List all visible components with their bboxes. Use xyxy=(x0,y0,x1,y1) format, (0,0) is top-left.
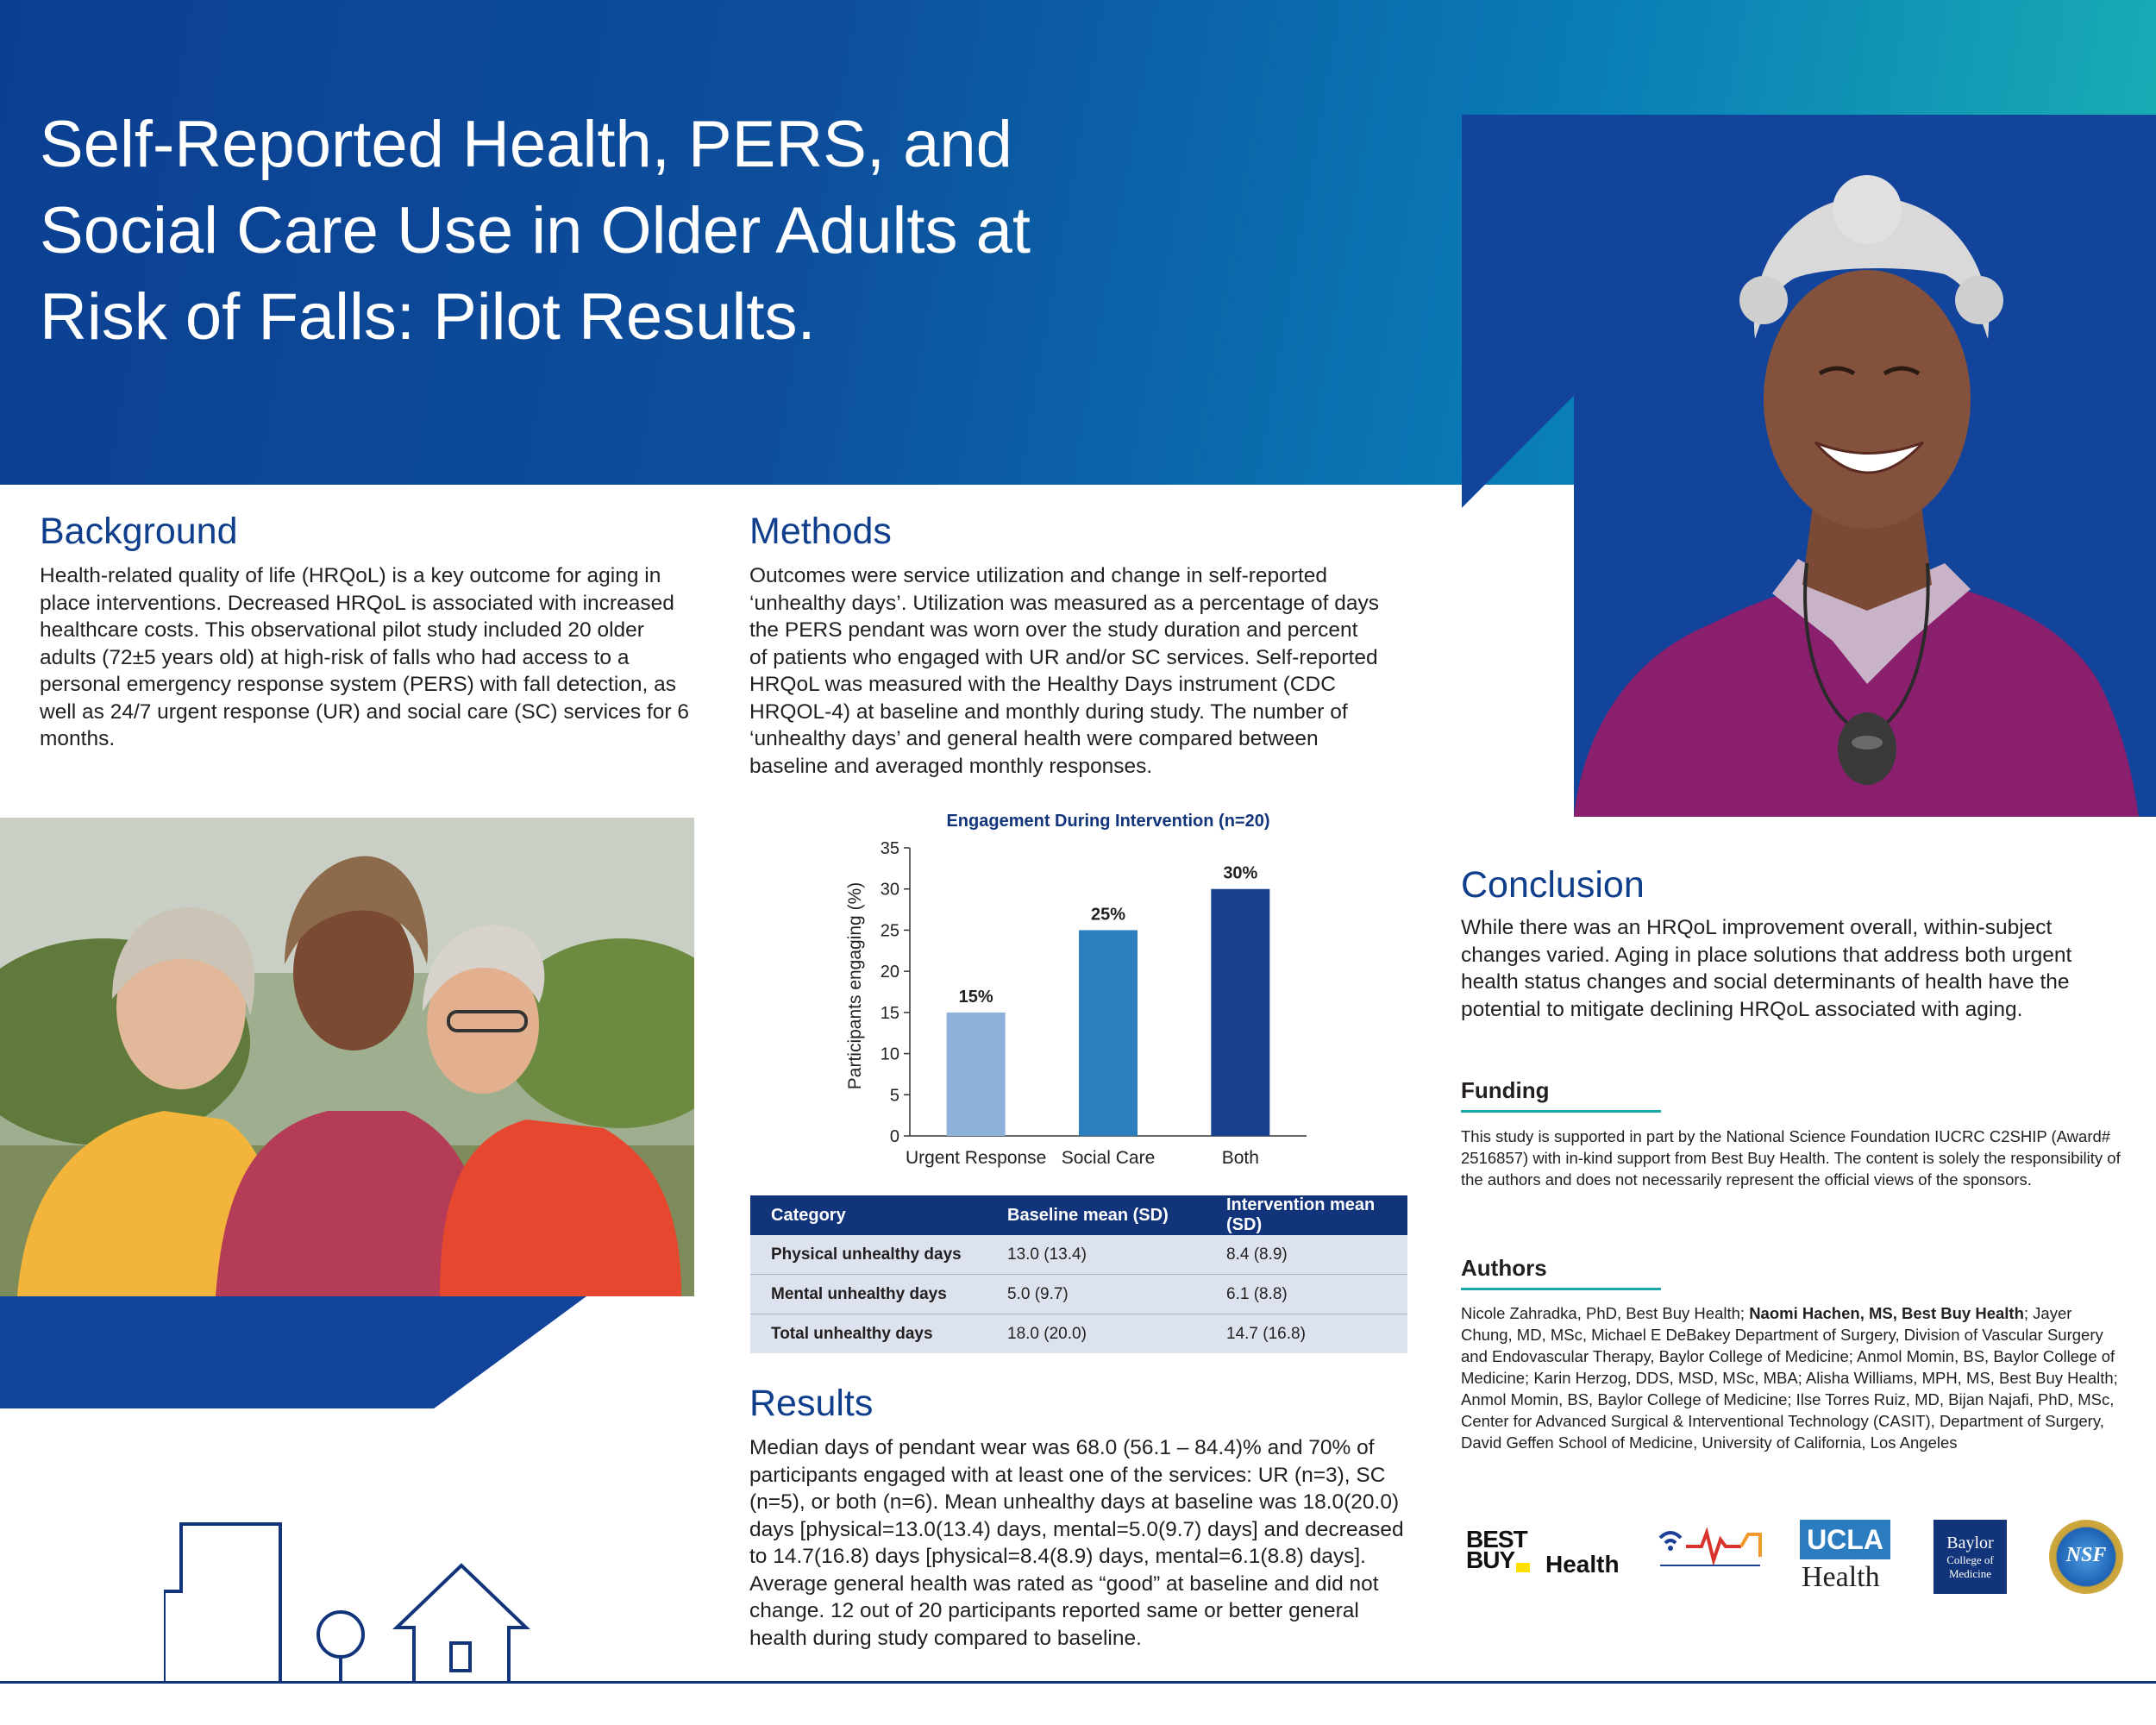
table-header-category: Category xyxy=(750,1195,987,1235)
chart-data-label: 25% xyxy=(1090,905,1126,925)
chart-y-axis-label: Participants engaging (%) xyxy=(845,881,865,1090)
table-header-baseline: Baseline mean (SD) xyxy=(987,1195,1206,1235)
three-women-illustration xyxy=(0,818,694,1296)
methods-text: Outcomes were service utilization and change in self-reported ‘unhealthy days’. Utilization was measured as a percentage of days the PERS pendant was worn over the study duration and percent of patients who engaged with UR and/or SC services. Self-reported HRQoL was measured with the Healthy Days instrument (CDC HRQOL-4) at baseline and monthly during study. The number of ‘unhealthy days’ and general health were compared between baseline and averaged monthly responses. xyxy=(749,564,1379,778)
bestbuy-logo-health: Health xyxy=(1545,1551,1620,1578)
results-heading: Results xyxy=(749,1383,874,1424)
poster-title: Self-Reported Health, PERS, and Social Care Use in Older Adults at Risk of Falls: Pilot Results. xyxy=(40,108,1031,354)
bestbuy-logo-line2: BUY xyxy=(1466,1546,1515,1573)
chart-bar xyxy=(947,1013,1006,1136)
chart-x-tick-label: Urgent Response xyxy=(905,1148,1047,1168)
chart-y-tick-label: 10 xyxy=(880,1044,899,1064)
chart-data-label: 30% xyxy=(1223,863,1258,883)
bestbuy-tag-icon xyxy=(1516,1563,1530,1572)
conclusion-text: While there was an HRQoL improvement overall, within-subject changes varied. Aging in place solutions that address both urgent health status changes and social determinants of health have the potential to mitigate declining HRQoL associated with aging. xyxy=(1461,916,2072,1021)
table-cell: 13.0 (13.4) xyxy=(987,1235,1206,1275)
older-woman-illustration xyxy=(1462,115,2156,817)
nsf-logo-text: NSF xyxy=(2065,1544,2107,1566)
table-row xyxy=(750,1275,1407,1314)
left-decor-shape xyxy=(0,1296,586,1408)
authors-text-bold: Naomi Hachen, MS, Best Buy Health xyxy=(1749,1304,2024,1322)
chart-x-tick-label: Social Care xyxy=(1061,1148,1156,1168)
baylor-college-logo xyxy=(1934,1520,2007,1594)
baylor-logo-line2: College of xyxy=(1946,1553,1994,1566)
table-cell: Mental unhealthy days xyxy=(750,1275,987,1314)
chart-y-tick-label: 20 xyxy=(880,963,899,982)
chart-data-label: 15% xyxy=(958,987,993,1007)
ucla-health-logo xyxy=(1800,1520,1890,1594)
chart-bars xyxy=(906,864,1269,1168)
bestbuy-logo-line1: BEST xyxy=(1466,1526,1527,1552)
background-text: Health-related quality of life (HRQoL) is a key outcome for aging in place interventions. Decreased HRQoL is associated with increased healthcare costs. This observational pilot study included 20 older adults (72±5 years old) at high-risk of falls who had access to a personal emergency response system (PERS) with fall detection, as well as 24/7 urgent response (UR) and social care (SC) services for 6 months. xyxy=(40,564,690,750)
table-row xyxy=(750,1235,1407,1275)
chart-x-tick-label: Both xyxy=(1221,1148,1259,1168)
chart-y-tick-label: 30 xyxy=(880,880,899,900)
funding-text: This study is supported in part by the National Science Foundation IUCRC C2SHIP (Award# 2516857) with in-kind support from Best Buy Health. The content is solely the responsibility of the authors and does not necessarily represent the official views of the sponsors. xyxy=(1461,1127,2121,1189)
table-row xyxy=(750,1314,1407,1354)
table-cell: 8.4 (8.9) xyxy=(1206,1235,1407,1275)
chart-bar xyxy=(1211,889,1269,1136)
ucla-logo-health: Health xyxy=(1802,1561,1880,1593)
table-cell: 14.7 (16.8) xyxy=(1206,1314,1407,1354)
group-photo xyxy=(0,818,694,1296)
ucla-logo-box: UCLA xyxy=(1800,1520,1890,1559)
methods-heading: Methods xyxy=(749,511,892,552)
engagement-bar-chart xyxy=(828,806,1319,1177)
table-header-intervention: Intervention mean (SD) xyxy=(1206,1195,1407,1235)
authors-text xyxy=(1461,1302,2125,1453)
conclusion-heading: Conclusion xyxy=(1461,864,1645,906)
funding-rule xyxy=(1461,1110,1661,1113)
baylor-logo-line3: Medicine xyxy=(1948,1567,1992,1580)
table-header-row xyxy=(750,1195,1407,1235)
bottom-rule xyxy=(0,1681,2156,1684)
nsf-logo xyxy=(2049,1520,2123,1594)
building-house-line-icon xyxy=(164,1514,543,1686)
portrait-photo xyxy=(1462,115,2156,817)
authors-text-start: Nicole Zahradka, PhD, Best Buy Health; xyxy=(1461,1304,1750,1322)
table-cell: 5.0 (9.7) xyxy=(987,1275,1206,1314)
c2ship-logo-icon xyxy=(1651,1522,1768,1574)
best-buy-health-logo xyxy=(1466,1528,1621,1589)
results-text: Median days of pendant wear was 68.0 (56.1 – 84.4)% and 70% of participants engaged with at least one of the services: UR (n=3), SC (n=5), or both (n=6). Mean unhealthy days at baseline was 18.0(20.0) days [physical=13.0(13.4) days, mental=5.0(9.7) days] and decreased to 14.7(16.8) days [physical=8.4(8.9) days, mental=6.1(8.8) days]. Average general health was rated as “good” at baseline and did not change. 12 out of 20 participants reported same or better general health during study compared to baseline. xyxy=(749,1436,1404,1650)
chart-bar xyxy=(1079,930,1138,1136)
chart-y-tick-label: 0 xyxy=(889,1127,899,1146)
table-cell: Total unhealthy days xyxy=(750,1314,987,1354)
unhealthy-days-table xyxy=(750,1195,1407,1353)
chart-y-tick-label: 15 xyxy=(880,1003,899,1023)
chart-y-tick-label: 5 xyxy=(889,1086,899,1106)
funding-heading: Funding xyxy=(1461,1077,1550,1103)
table-cell: 6.1 (8.8) xyxy=(1206,1275,1407,1314)
chart-title: Engagement During Intervention (n=20) xyxy=(946,812,1270,831)
table-cell: 18.0 (20.0) xyxy=(987,1314,1206,1354)
table-cell: Physical unhealthy days xyxy=(750,1235,987,1275)
authors-text-end: ; Jayer Chung, MD, MSc, Michael E DeBakey Department of Surgery, Division of Vascular Surgery and Endovascular Therapy, Baylor College of Medicine; Anmol Momin, BS, Baylor College of Medicine; Karin Herzog, DDS, MSD, MSc, MBA; Alisha Williams, MPH, MS, Best Buy Health; Anmol Momin, BS, Baylor College of Medicine; Ilse Torres Ruiz, MD, Bijan Najafi, PhD, MSc, Center for Advanced Surgical & Interventional Technology (CASIT), Department of Surgery, David Geffen School of Medicine, University of California, Los Angeles xyxy=(1461,1304,2118,1452)
background-heading: Background xyxy=(40,511,238,552)
chart-y-tick-label: 25 xyxy=(880,921,899,941)
baylor-logo-line1: Baylor xyxy=(1946,1534,1994,1552)
authors-heading: Authors xyxy=(1461,1255,1547,1281)
chart-y-tick-label: 35 xyxy=(880,839,899,858)
authors-rule xyxy=(1461,1288,1661,1290)
